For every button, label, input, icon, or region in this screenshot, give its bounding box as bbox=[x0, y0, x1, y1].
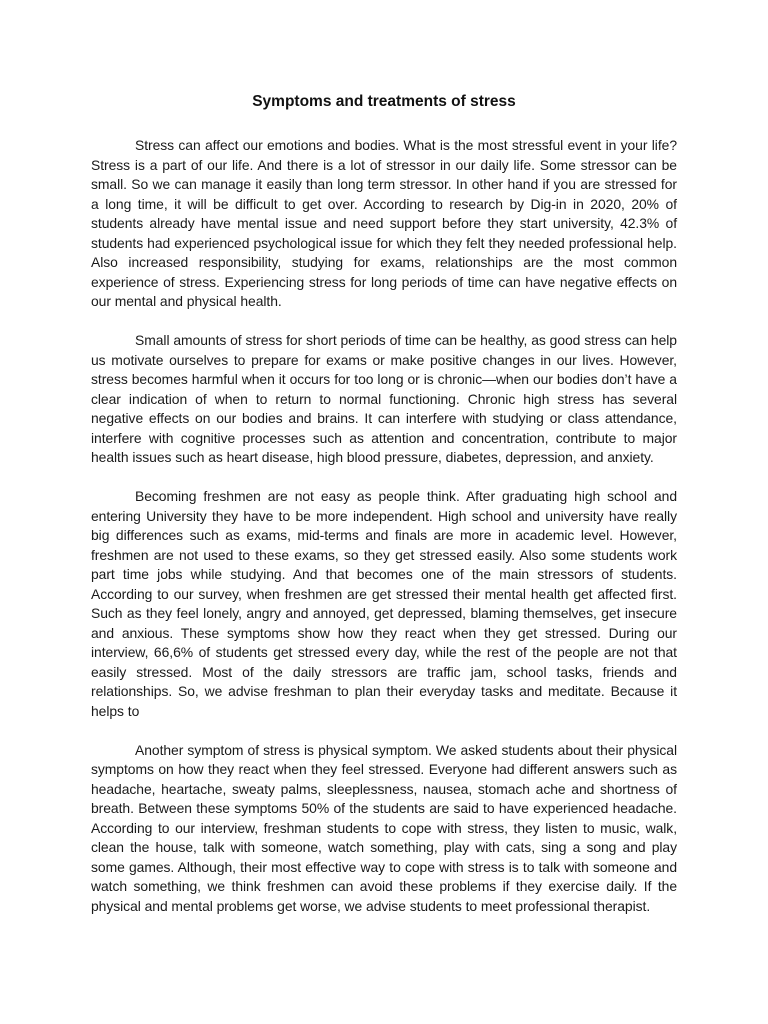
paragraph-short-term-stress: Small amounts of stress for short periods of time can be healthy, as good stress can help us motivate ourselves to prepare for exams or make positive changes in our lives. However, stress becomes harmful when it occurs for too long or is chronic—when our bodies don’t have a clear indication of when to return to normal functioning. Chronic high stress has several negative effects on our bodies and brains. It can interfere with studying or class attendance, interfere with cognitive processes such as attention and concentration, contribute to major health issues such as heart disease, high blood pressure, diabetes, depression, and anxiety. bbox=[91, 332, 677, 465]
document-body bbox=[91, 136, 677, 936]
paragraph-intro: Stress can affect our emotions and bodies. What is the most stressful event in your life? Stress is a part of our life. And there is a lot of stressor in our daily life. Some stressor can be small. So we can manage it easily than long term stressor. In other hand if you are stressed for a long time, it will be difficult to get over. According to research by Dig-in in 2020, 20% of students already have mental issue and need support before they start university, 42.3% of students had experienced psychological issue for which they felt they needed professional help. Also increased responsibility, studying for exams, relationships are the most common experience of stress. Experiencing stress for long periods of time can have negative effects on our mental and physical health. bbox=[91, 137, 677, 309]
paragraph-physical-symptoms: Another symptom of stress is physical symptom. We asked students about their physical symptoms on how they react when they feel stressed. Everyone had different answers such as headache, heartache, sweaty palms, sleeplessness, nausea, stomach ache and shortness of breath. Between these symptoms 50% of the students are said to have experienced headache. According to our interview, freshman students to cope with stress, they listen to music, walk, clean the house, talk with someone, watch something, play with cats, sing a song and play some games. Although, their most effective way to cope with stress is to talk with someone and watch something, we think freshmen can avoid these problems if they exercise daily. If the physical and mental problems get worse, we advise students to meet professional therapist. bbox=[91, 741, 677, 914]
page-title: Symptoms and treatments of stress bbox=[252, 93, 516, 110]
paragraph-freshmen: Becoming freshmen are not easy as people think. After graduating high school and entering University they have to be more independent. High school and university have really big differences such as exams, mid-terms and finals are more in academic level. However, freshmen are not used to these exams, so they get stressed easily. Also some students work part time jobs while studying. And that becomes one of the main stressors of students. According to our survey, when freshmen are get stressed their mental health get affected first. Such as they feel lonely, angry and annoyed, get depressed, blaming themselves, get insecure and anxious. These symptoms show how they react when they get stressed. During our interview, 66,6% of students get stressed every day, while the rest of the people are not that easily stressed. Most of the daily stressors are traffic jam, school tasks, friends and relationships. So, we advise freshman to plan their everyday tasks and meditate. Because it helps to bbox=[91, 488, 677, 719]
